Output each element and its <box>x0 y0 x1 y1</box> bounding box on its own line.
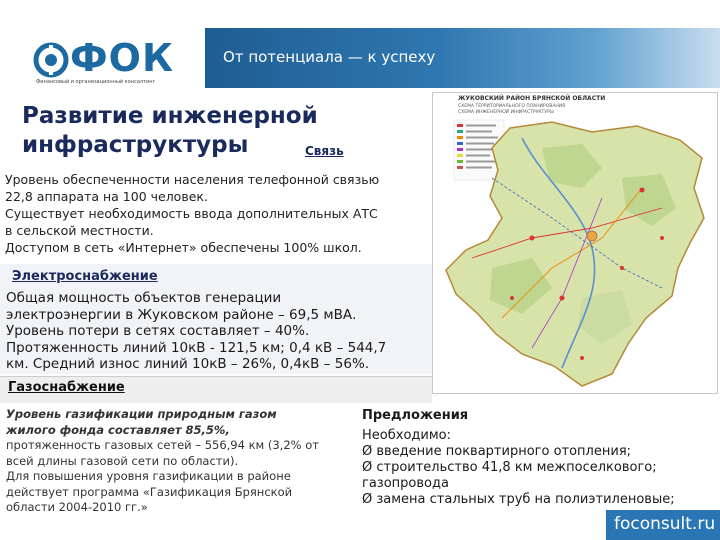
svyaz-line: 22,8 аппарата на 100 человек. <box>5 189 208 204</box>
electro-line: Общая мощность объектов генерации <box>6 290 282 306</box>
electro-text <box>6 290 431 373</box>
proposals-line: Ø введение поквартирного отопления; <box>362 444 632 459</box>
svyaz-line: в сельской местности. <box>5 223 154 238</box>
gas-line: всей длины газовой сети по области). <box>6 453 239 468</box>
page-title-line-1: Развитие инженерной <box>22 103 318 129</box>
proposals-text <box>362 428 712 508</box>
svyaz-line: Существует необходимость ввода дополнительных АТС <box>5 206 378 221</box>
electro-line: Протяженность линий 10кВ - 121,5 км; 0,4 кВ – 544,7 <box>6 339 387 356</box>
electro-line: Уровень потери в сетях составляет – 40%. <box>6 323 310 339</box>
gas-line: Для повышения уровня газификации в районе <box>6 469 291 483</box>
gas-bold-line: Уровень газификации природным газом <box>6 407 277 421</box>
proposals-line: Ø замена стальных труб на полиэтиленовые; <box>362 492 675 507</box>
gas-line: области 2004-2010 гг.» <box>6 500 148 514</box>
map-title: ЖУКОВСКИЙ РАЙОН БРЯНСКОЙ ОБЛАСТИ <box>458 95 606 102</box>
proposals-line: газопровода <box>362 476 449 491</box>
gas-text <box>6 407 356 516</box>
map-subtitle: СХЕМА ТЕРРИТОРИАЛЬНОГО ПЛАНИРОВАНИЯ <box>458 104 566 109</box>
proposals-heading: Предложения <box>362 408 469 423</box>
footer-site-link[interactable]: foconsult.ru <box>614 514 716 534</box>
page-title-line-2: инфраструктуры <box>22 132 249 158</box>
proposals-line: Необходимо: <box>362 428 451 443</box>
gas-heading: Газоснабжение <box>8 380 125 395</box>
slogan-text: От потенциала — к успеху <box>223 48 436 66</box>
svyaz-line: Доступом в сеть «Интернет» обеспечены 100% школ. <box>5 240 362 255</box>
gas-line: действует программа «Газификация Брянской <box>6 484 293 499</box>
header <box>0 0 720 88</box>
svyaz-line: Уровень обеспеченности населения телефонной связью <box>5 172 380 187</box>
logo-subtitle: Финансовый и организационный консалтинг <box>36 79 156 85</box>
gas-bold-line: жилого фонда составляет 85,5%, <box>6 422 230 437</box>
slogan-banner <box>205 28 720 88</box>
electro-heading: Электроснабжение <box>12 269 158 284</box>
logo-text: ФОК <box>70 36 175 80</box>
district-map-image <box>432 118 716 392</box>
page-title <box>22 102 318 160</box>
svyaz-heading: Связь <box>305 144 344 158</box>
logo <box>0 0 205 88</box>
proposals-line: Ø строительство 41,8 км межпоселкового; <box>362 460 657 475</box>
electro-line: км. Средний износ линий 10кВ – 26%, 0,4кВ – 56%. <box>6 356 370 372</box>
logo-emblem-icon <box>33 42 69 78</box>
svyaz-text <box>5 171 435 256</box>
map-subtitle: СХЕМА ИНЖЕНЕРНОЙ ИНФРАСТРУКТУРЫ <box>458 110 554 115</box>
gas-line: протяженность газовых сетей – 556,94 км (3,2% от <box>6 438 319 452</box>
electro-line: электроэнергии в Жуковском районе – 69,5 мВА. <box>6 306 357 323</box>
